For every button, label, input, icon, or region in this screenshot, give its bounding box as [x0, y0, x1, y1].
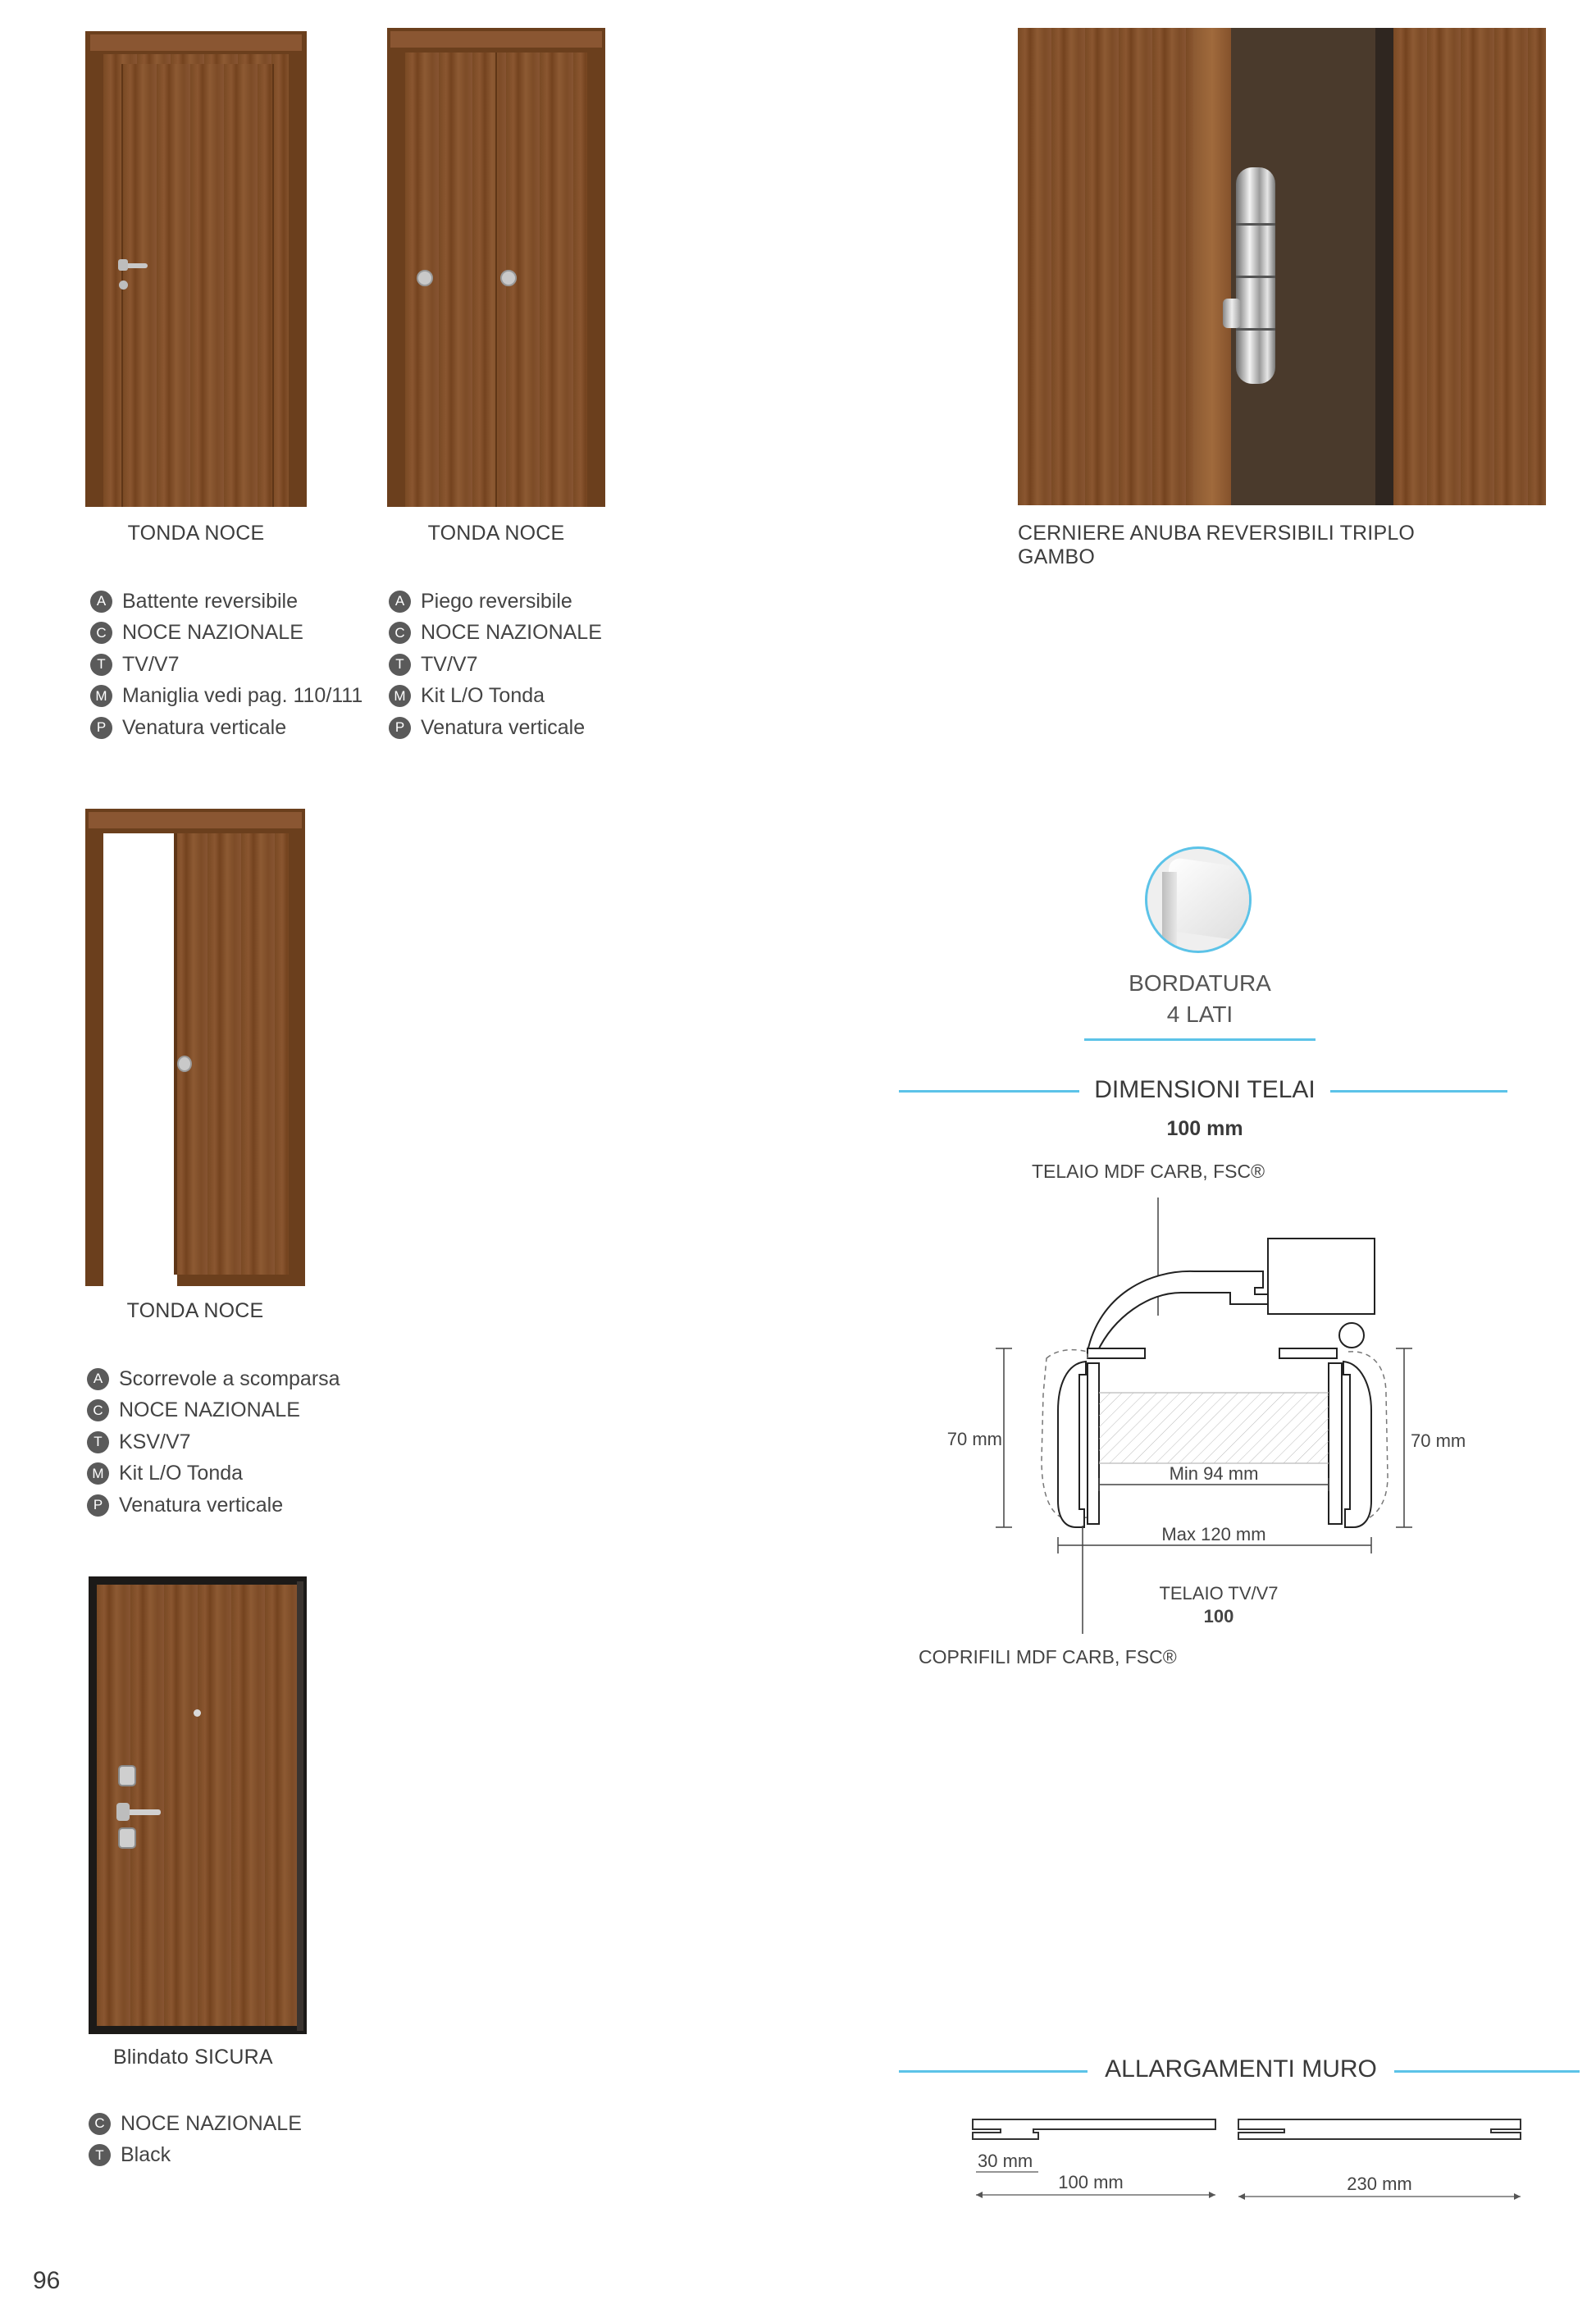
- badge-icon: C: [89, 2113, 111, 2135]
- dimensioni-rule-left: [899, 1090, 1079, 1093]
- caption-door-2: TONDA NOCE: [427, 522, 565, 545]
- badge-icon: M: [87, 1462, 109, 1485]
- label-coprifili: COPRIFILI MDF CARB, FSC®: [919, 1646, 1177, 1667]
- jamb-left: [1058, 1362, 1086, 1527]
- badge-icon: M: [90, 685, 112, 707]
- badge-icon: T: [87, 1431, 109, 1453]
- dimensioni-subtitle: 100 mm: [1166, 1117, 1243, 1140]
- bordatura-label: [1083, 968, 1317, 1030]
- trim-top-left: [1088, 1348, 1145, 1358]
- spec-item: P Venatura verticale: [87, 1490, 340, 1521]
- spec-list-door-1: [90, 586, 363, 744]
- extension-profile-230: [1238, 2119, 1521, 2139]
- badge-icon: P: [389, 717, 411, 739]
- label-70-left: 70 mm: [946, 1429, 1002, 1449]
- frame-section-diagram: [902, 1148, 1509, 1673]
- caption-door-1: TONDA NOCE: [127, 522, 265, 545]
- spec-item: M Kit L/O Tonda: [389, 681, 602, 713]
- badge-icon: T: [389, 654, 411, 676]
- spec-item: C NOCE NAZIONALE: [90, 618, 363, 650]
- bordatura-line-1: BORDATURA: [1129, 970, 1271, 996]
- spec-list-door-2: [389, 586, 602, 744]
- spec-item: P Venatura verticale: [90, 712, 363, 744]
- knob-icon: [417, 270, 433, 286]
- dimensioni-title: DIMENSIONI TELAI: [1094, 1076, 1316, 1103]
- spec-list-door-3: [87, 1363, 340, 1521]
- bordatura-underline: [1084, 1038, 1316, 1041]
- spec-list-door-4: [89, 2108, 302, 2171]
- dimensioni-rule-right: [1330, 1090, 1507, 1093]
- spec-item: C NOCE NAZIONALE: [89, 2108, 302, 2140]
- caption-door-4: Blindato SICURA: [113, 2046, 273, 2069]
- peephole-icon: [194, 1709, 201, 1717]
- label-230mm: 230 mm: [1347, 2174, 1412, 2194]
- label-max-120: Max 120 mm: [1161, 1524, 1266, 1544]
- allargamenti-rule-left: [899, 2070, 1088, 2073]
- badge-icon: A: [90, 591, 112, 613]
- door-photo-blindato: [89, 1576, 307, 2034]
- badge-icon: C: [90, 622, 112, 644]
- bordatura-line-2: 4 LATI: [1166, 1001, 1233, 1027]
- page-number: 96: [33, 2267, 61, 2294]
- caption-door-3: TONDA NOCE: [126, 1299, 264, 1322]
- trim-top-right: [1279, 1348, 1337, 1358]
- extension-profile-100: [973, 2119, 1215, 2139]
- spec-item: A Scorrevole a scomparsa: [87, 1363, 340, 1395]
- spec-item: A Piego reversibile: [389, 586, 602, 618]
- label-30mm: 30 mm: [978, 2151, 1033, 2171]
- spec-item: A Battente reversibile: [90, 586, 363, 618]
- door-photo-battente: [85, 31, 307, 507]
- lock-icon: [118, 1827, 136, 1849]
- spec-item: T TV/V7: [90, 649, 363, 681]
- spec-item: T Black: [89, 2140, 302, 2172]
- label-100mm: 100 mm: [1058, 2172, 1124, 2192]
- allargamenti-rule-right: [1394, 2070, 1580, 2073]
- badge-icon: P: [90, 717, 112, 739]
- spec-item: C NOCE NAZIONALE: [389, 618, 602, 650]
- bordatura-icon: [1145, 846, 1252, 953]
- badge-icon: C: [389, 622, 411, 644]
- badge-icon: T: [90, 654, 112, 676]
- badge-icon: P: [87, 1494, 109, 1517]
- spec-item: M Kit L/O Tonda: [87, 1458, 340, 1490]
- spec-item: P Venatura verticale: [389, 712, 602, 744]
- badge-icon: A: [87, 1368, 109, 1390]
- door-photo-scorrevole: [85, 809, 305, 1286]
- door-photo-piego: [387, 28, 605, 507]
- badge-icon: T: [89, 2144, 111, 2166]
- knob-icon: [177, 1056, 192, 1072]
- wall-section: [1099, 1393, 1329, 1463]
- hinge-photo: [1018, 28, 1546, 505]
- allargamenti-title: ALLARGAMENTI MURO: [1105, 2055, 1377, 2083]
- label-telaio-tv: TELAIO TV/V7: [1159, 1583, 1279, 1604]
- label-70-right: 70 mm: [1411, 1430, 1466, 1451]
- spec-item: C NOCE NAZIONALE: [87, 1395, 340, 1427]
- spec-item: T TV/V7: [389, 649, 602, 681]
- frame-block: [1268, 1239, 1375, 1314]
- label-telaio-tv-num: 100: [1203, 1606, 1234, 1626]
- badge-icon: A: [389, 591, 411, 613]
- spec-item: T KSV/V7: [87, 1426, 340, 1458]
- caption-hinge: CERNIERE ANUBA REVERSIBILI TRIPLO GAMBO: [1018, 522, 1416, 568]
- badge-icon: M: [389, 685, 411, 707]
- wall-extension-diagram: [960, 2108, 1534, 2223]
- jamb-right: [1343, 1362, 1371, 1527]
- badge-icon: C: [87, 1399, 109, 1421]
- knob-icon: [500, 270, 517, 286]
- spec-item: M Maniglia vedi pag. 110/111: [90, 681, 363, 713]
- label-telaio-mdf: TELAIO MDF CARB, FSC®: [1031, 1161, 1265, 1182]
- hinge-pin-icon: [1339, 1323, 1364, 1348]
- label-min-94: Min 94 mm: [1169, 1463, 1259, 1484]
- lock-icon: [118, 1765, 136, 1786]
